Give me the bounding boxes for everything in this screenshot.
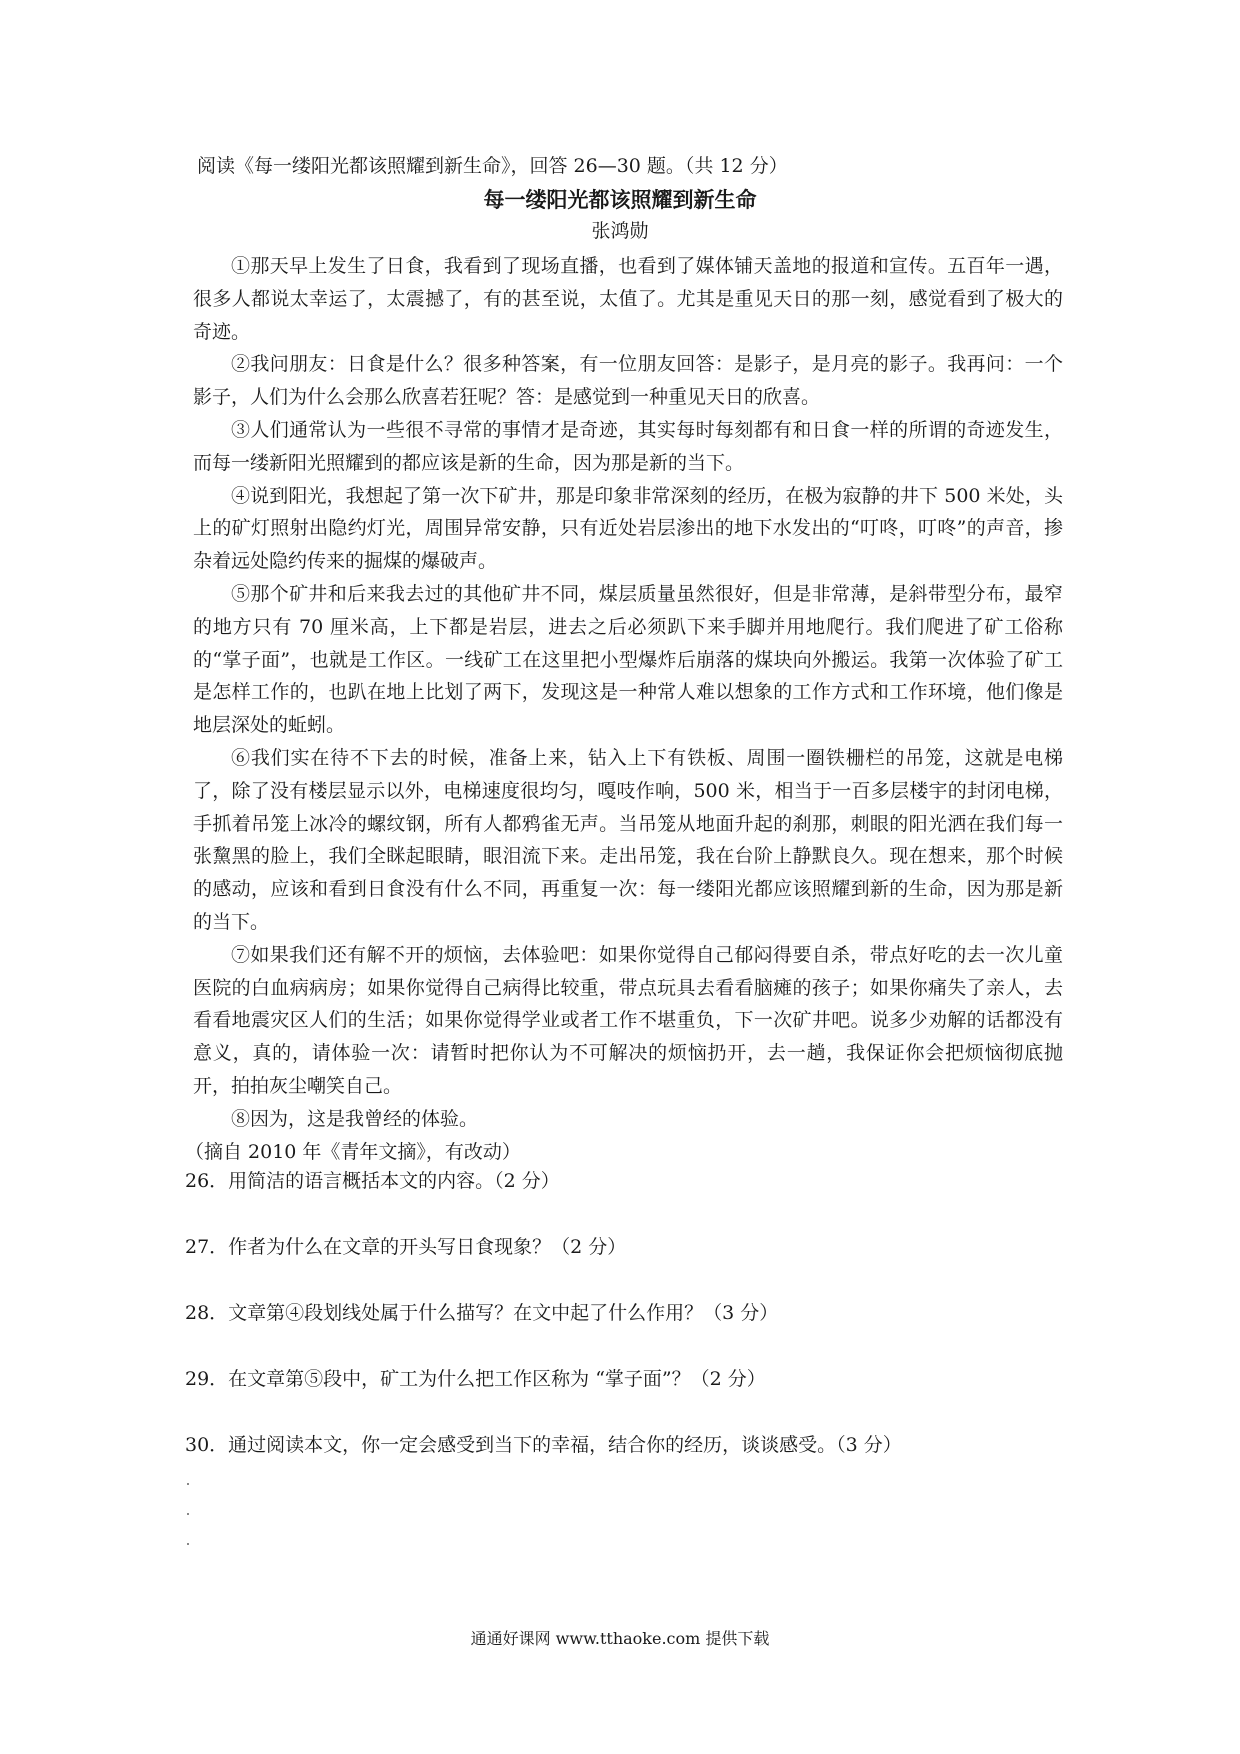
paragraph-1: ①那天早上发生了日食，我看到了现场直播，也看到了媒体铺天盖地的报道和宣传。五百年一遇，很多人都说太幸运了，太震撼了，有的甚至说，太值了。尤其是重见天日的那一刻，感觉看到了极大的奇迹。 <box>193 255 1063 343</box>
question-30: 30．通过阅读本文，你一定会感受到当下的幸福，结合你的经历，谈谈感受。（3 分） <box>185 1434 902 1456</box>
paragraph-8: ⑧因为，这是我曾经的体验。 <box>231 1107 479 1130</box>
scan-dot <box>187 1483 189 1485</box>
paragraph-7: ⑦如果我们还有解不开的烦恼，去体验吧：如果你觉得自己郁闷得要自杀，带点好吃的去一次儿童医院的白血病病房；如果你觉得自己病得比较重，带点玩具去看看脑瘫的孩子；如果你痛失了亲人，去看看地震灾区人们的生活；如果你觉得学业或者工作不堪重负，下一次矿井吧。说多少劝解的话都没有意义，真的，请体验一次：请暂时把你认为不可解决的烦恼扔开，去一趟，我保证你会把烦恼彻底抛开，拍拍灰尘嘲笑自己。 <box>193 943 1063 1097</box>
article-body <box>185 250 1063 1168</box>
article-author: 张鸿勋 <box>591 220 649 242</box>
scan-dot <box>187 1513 189 1515</box>
question-26: 26．用简洁的语言概括本文的内容。（2 分） <box>185 1170 560 1192</box>
footer-credit: 通通好课网 www.tthaoke.com 提供下载 <box>470 1629 770 1648</box>
paragraph-3: ③人们通常认为一些很不寻常的事情才是奇迹，其实每时每刻都有和日食一样的所谓的奇迹发生，而每一缕新阳光照耀到的都应该是新的生命，因为那是新的当下。 <box>193 418 1063 474</box>
scan-dot <box>187 1543 189 1545</box>
question-29: 29．在文章第⑤段中，矿工为什么把工作区称为 “掌子面”？（2 分） <box>185 1368 766 1390</box>
article-title: 每一缕阳光都该照耀到新生命 <box>483 187 757 212</box>
source-note: （摘自 2010 年《青年文摘》，有改动） <box>185 1140 521 1163</box>
question-27: 27．作者为什么在文章的开头写日食现象？（2 分） <box>185 1236 627 1258</box>
paragraph-6: ⑥我们实在待不下去的时候，准备上来，钻入上下有铁板、周围一圈铁栅栏的吊笼，这就是电梯了，除了没有楼层显示以外，电梯速度很均匀，嘎吱作响，500 米，相当于一百多层楼宇的封闭电梯，手抓着吊笼上冰冷的螺纹钢，所有人都鸦雀无声。当吊笼从地面升起的刹那，刺眼的阳光洒在我们每一张黧黑的脸上，我们全眯起眼睛，眼泪流下来。走出吊笼，我在台阶上静默良久。现在想来，那个时候的感动，应该和看到日食没有什么不同，再重复一次：每一缕阳光都应该照耀到新的生命，因为那是新的当下。 <box>193 746 1063 933</box>
reading-instruction: 阅读《每一缕阳光都该照耀到新生命》，回答 26—30 题。（共 12 分） <box>197 155 788 177</box>
paragraph-4: ④说到阳光，我想起了第一次下矿井，那是印象非常深刻的经历，在极为寂静的井下 500 米处，头上的矿灯照射出隐约灯光，周围异常安静，只有近处岩层渗出的地下水发出的“叮咚，叮咚”的声音，掺杂着远处隐约传来的掘煤的爆破声。 <box>193 484 1063 573</box>
paragraph-2: ②我问朋友：日食是什么？很多种答案，有一位朋友回答：是影子，是月亮的影子。我再问：一个影子，人们为什么会那么欣喜若狂呢？答：是感觉到一种重见天日的欣喜。 <box>193 353 1063 409</box>
paragraph-5: ⑤那个矿井和后来我去过的其他矿井不同，煤层质量虽然很好，但是非常薄，是斜带型分布，最窄的地方只有 70 厘米高，上下都是岩层，进去之后必须趴下来手脚并用地爬行。我们爬进了矿工俗称的“掌子面”，也就是工作区。一线矿工在这里把小型爆炸后崩落的煤块向外搬运。我第一次体验了矿工是怎样工作的，也趴在地上比划了两下，发现这是一种常人难以想象的工作方式和工作环境，他们像是地层深处的蚯蚓。 <box>193 582 1063 737</box>
question-28: 28．文章第④段划线处属于什么描写？在文中起了什么作用？（3 分） <box>185 1302 779 1324</box>
